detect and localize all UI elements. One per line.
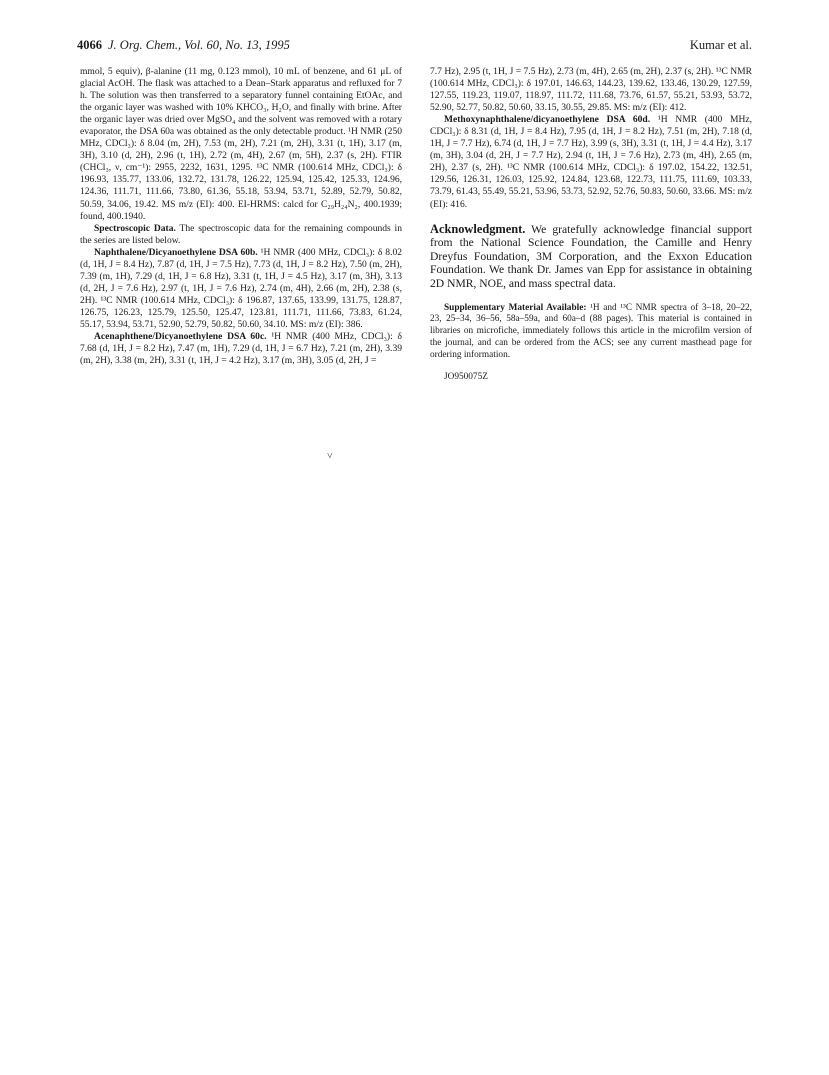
dsa-60b-paragraph [80,247,402,331]
dsa-60b-text: ¹H NMR (400 MHz, CDCl₃): δ 8.02 (d, 1H, J = 8.4 Hz), 7.87 (d, 1H, J = 7.5 Hz), 7.73 (d, 1H, J = 8.2 Hz), 7.50 (m, 2H), 7.39 (m, 1H), 7.29 (d, 1H, J = 6.8 Hz), 3.31 (t, 1H, J = 4.5 Hz), 3.17 (m, 3H), 3.13 (d, 2H, J = 7.6 Hz), 2.97 (t, 1H, J = 7.6 Hz), 2.74 (m, 4H), 2.66 (m, 2H), 2.38 (s, 2H). ¹³C NMR (100.614 MHz, CDCl₃): δ 196.87, 137.65, 133.99, 131.75, 128.87, 126.75, 126.23, 125.79, 125.50, 125.47, 123.81, 111.71, 111.66, 73.83, 61.24, 55.17, 53.94, 53.71, 52.90, 52.79, 50.82, 50.60, 34.10. MS: m/z (EI): 386. [80,246,402,330]
page-number: 4066 [77,38,102,52]
left-column [80,66,402,367]
dsa-60c-text: ¹H NMR (400 MHz, CDCl₃): δ 7.68 (d, 1H, J = 8.2 Hz), 7.47 (m, 1H), 7.29 (d, 1H, J = 6.7 Hz), 7.21 (m, 2H), 3.39 (m, 2H), 3.38 (m, 2H), 3.31 (t, 1H, J = 4.2 Hz), 3.17 (m, 3H), 3.05 (d, 2H, J = [80,331,402,367]
page-header [77,38,752,56]
dsa-60d-paragraph [430,114,752,210]
right-column [430,66,752,383]
supplementary-material-text: ¹H and ¹³C NMR spectra of 3–18, 20–22, 23, 25–34, 36–56, 58a–59a, and 60a–d (88 pages). This material is contained in libraries on microfiche, immediately follows this article in the microfilm version of the journal, and can be ordered from the ACS; see any current masthead page for ordering information. [430,302,752,361]
acknowledgment-text: We gratefully acknowledge financial support from the National Science Foundation, the Camille and Henry Dreyfus Foundation, 3M Corporation, and the Exxon Education Foundation. We thank Dr. James van Epp for assistance in obtaining 2D NMR, NOE, and mass spectral data. [430,222,752,290]
dsa-60b-heading: Naphthalene/Dicyanoethylene DSA 60b. [94,246,258,258]
supplementary-material-heading: Supplementary Material Available: [444,302,587,313]
manuscript-code: JO950075Z [444,372,488,383]
experimental-paragraph-60a: mmol, 5 equiv), β-alanine (11 mg, 0.123 mmol), 10 mL of benzene, and 61 μL of glacial AcOH. The flask was attached to a Dean–Stark apparatus and refluxed for 7 h. The solution was then transferred to a separatory funnel containing EtOAc, and the organic layer was washed with 10% KHCO₃, H₂O, and finally with brine. After the organic layer was dried over MgSO₄ and the solvent was removed with a rotary evaporator, the DSA 60a was obtained as the only detectable product. ¹H NMR (250 MHz, CDCl₃): δ 8.04 (m, 2H), 7.53 (m, 2H), 7.21 (m, 2H), 3.31 (t, 1H), 3.17 (m, 3H), 3.10 (d, 2H), 2.96 (t, 1H), 2.72 (m, 4H), 2.67 (m, 5H), 2.37 (s, 2H). FTIR (CHCl₃, ν, cm⁻¹): 2955, 2232, 1631, 1295. ¹³C NMR (100.614 MHz, CDCl₃): δ 196.93, 135.77, 133.06, 132.72, 131.78, 126.22, 125.94, 125.42, 125.33, 124.96, 124.36, 111.71, 111.66, 73.80, 61.36, 55.18, 53.94, 53.71, 52.89, 52.79, 50.82, 50.59, 34.06, 19.42. MS m/z (EI): 400. EI-HRMS: calcd for C₂₉H₂₄N₂, 400.1939; found, 400.1940. [80,66,402,222]
acknowledgment-paragraph [430,223,752,291]
dsa-60c-heading: Acenaphthene/Dicyanoethylene DSA 60c. [94,331,267,343]
journal-citation: J. Org. Chem., Vol. 60, No. 13, 1995 [108,38,290,52]
header-left [77,38,290,53]
dsa-60d-heading: Methoxynaphthalene/dicyanoethylene DSA 60d. [444,114,651,126]
dsa-60c-continued: 7.7 Hz), 2.95 (t, 1H, J = 7.5 Hz), 2.73 (m, 4H), 2.65 (m, 2H), 2.37 (s, 2H). ¹³C NMR (100.614 MHz, CDCl₃): δ 197.01, 146.63, 144.23, 139.62, 133.46, 130.29, 127.59, 127.55, 119.23, 119.07, 118.97, 111.72, 111.68, 73.76, 61.57, 55.21, 53.93, 53.72, 52.90, 52.77, 50.82, 50.60, 33.15, 30.55, 29.85. MS: m/z (EI): 412. [430,66,752,114]
spectroscopic-data-paragraph [80,223,402,247]
spectroscopic-data-text: The spectroscopic data for the remaining compounds in the series are listed below. [80,222,402,246]
print-mark: ˅ [327,451,333,462]
running-authors: Kumar et al. [689,38,752,52]
dsa-60d-text: ¹H NMR (400 MHz, CDCl₃): δ 8.31 (d, 1H, J = 8.4 Hz), 7.95 (d, 1H, J = 8.2 Hz), 7.51 (m, 2H), 7.18 (d, 1H, J = 7.7 Hz), 6.74 (d, 1H, J = 7.7 Hz), 3.99 (s, 3H), 3.31 (t, 1H, J = 4.4 Hz), 3.17 (m, 3H), 3.04 (d, 2H, J = 7.7 Hz), 2.94 (t, 1H, J = 7.6 Hz), 2.73 (m, 4H), 2.65 (m, 2H), 2.37 (s, 2H). ¹³C NMR (100.614 MHz, CDCl₃): δ 197.02, 154.22, 132.51, 129.56, 126.31, 126.03, 125.92, 124.84, 123.68, 122.73, 111.75, 111.69, 103.33, 73.79, 61.43, 55.49, 55.21, 53.96, 53.73, 52.92, 52.76, 50.83, 50.60, 33.66. MS: m/z (EI): 416. [430,114,752,210]
spectroscopic-data-heading: Spectroscopic Data. [94,222,176,234]
dsa-60c-paragraph [80,331,402,367]
supplementary-material-paragraph [430,303,752,363]
acknowledgment-heading: Acknowledgment. [430,221,526,236]
